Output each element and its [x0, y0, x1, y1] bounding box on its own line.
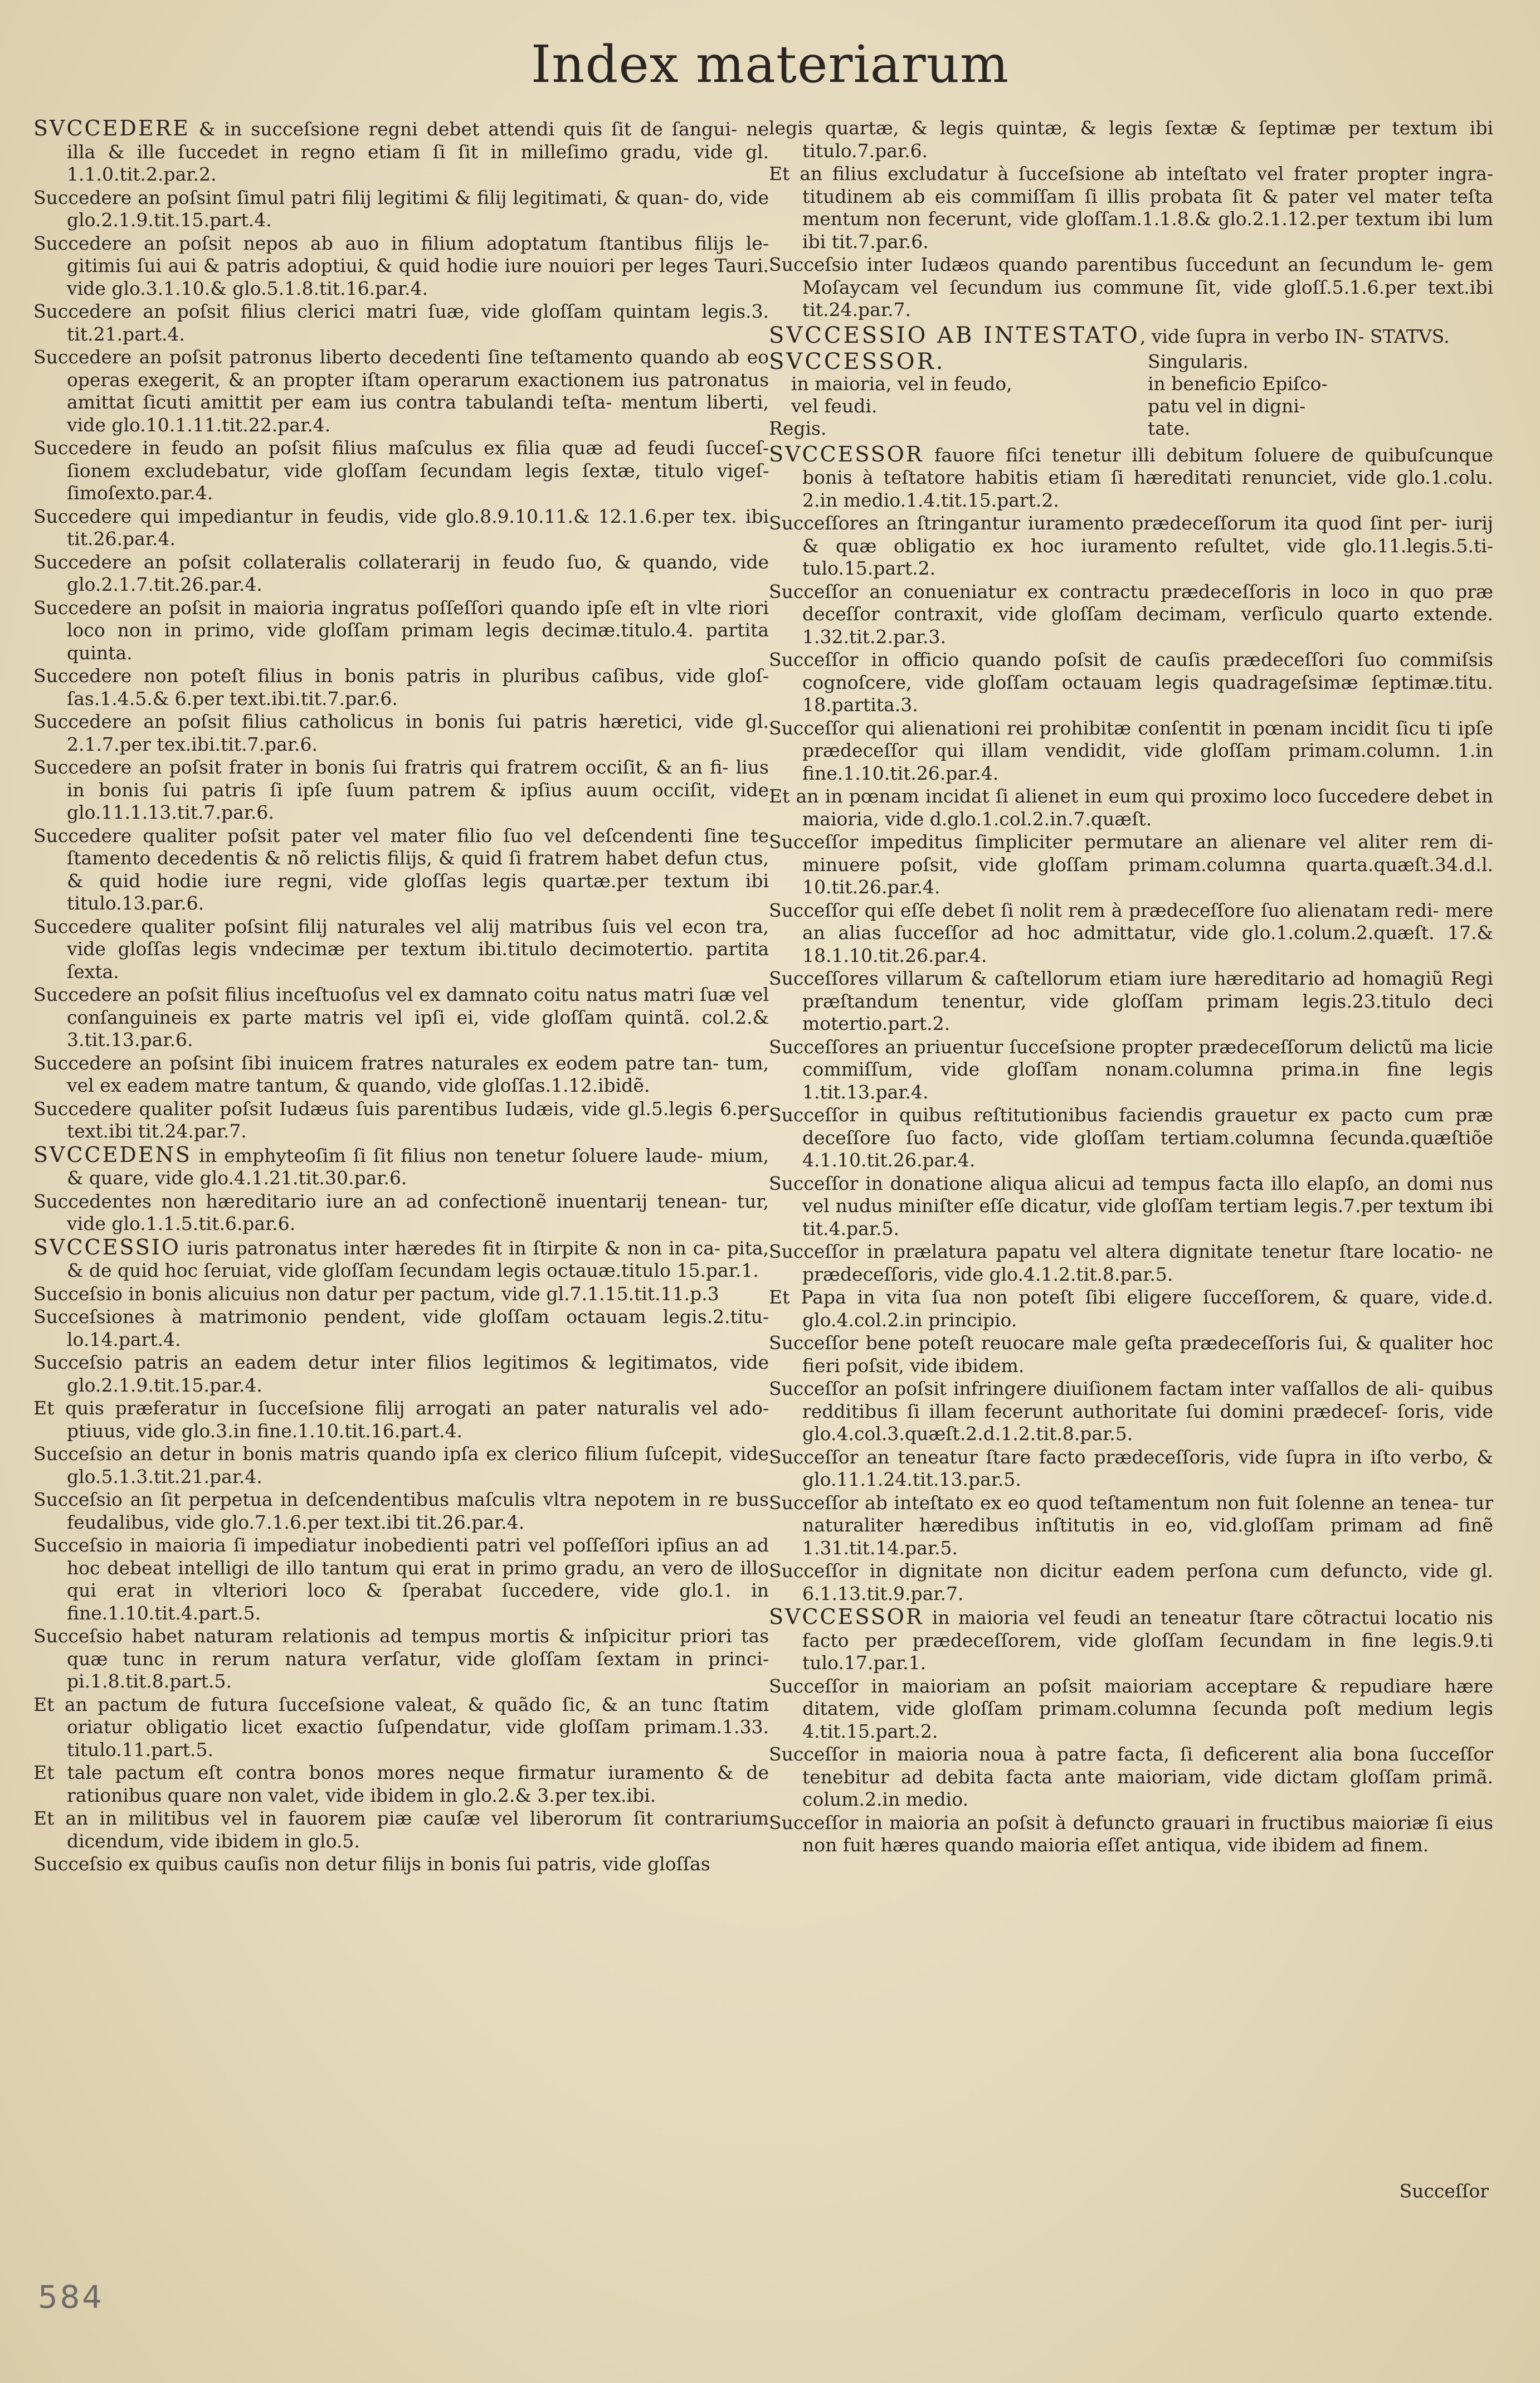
successor-table-right-line: in beneficio Epiſco- — [1148, 372, 1328, 395]
index-entry — [769, 1378, 1493, 1446]
index-entry — [33, 1397, 769, 1442]
catchword: Succeſſor — [1399, 2180, 1489, 2202]
index-entry — [769, 443, 1493, 512]
entry-text: in maioria vel feudi an teneatur ſtare cõtractui locatio nis facto per prædeceſſorem, vide gloſſam ſecundam in fine legis.9.ti tulo.17.par.1. — [802, 1607, 1493, 1674]
index-entry — [769, 1173, 1493, 1241]
index-entry — [769, 581, 1493, 649]
index-entry — [33, 1625, 769, 1693]
entry-text: Succeſſor qui eſſe debet ſi nolit rem à prædeceſſore ſuo alienatam redi- mere an alias ſucceſſor ad hoc admittatur, vide glo.1.colum.2.quæſt. 17.& 18.1.10.tit.26.par.4. — [769, 899, 1493, 966]
entry-lemma: SVCCESSOR — [769, 441, 924, 466]
entry-text: Succedere qualiter poſsit pater vel mater filio ſuo vel deſcendenti ſine te ſtamento decedentis & nõ relictis filijs, & quid ſi fratrem habet defun ctus, & quid hodie iure regni, vide gloſſas legis quartæ.per textum ibi titulo.13.par.6. — [33, 824, 769, 914]
entry-text: Succeſſor an poſsit infringere diuiſionem factam inter vaſſallos de ali- quibus redditibus ſi illam fecerunt authoritate ſui domini prædeceſ- ſoris, vide glo.4.col.3.quæſt.2.d.1.2.tit.8.par.5. — [769, 1378, 1493, 1445]
index-entry — [33, 187, 769, 232]
entry-text: Succeſsio an ſit perpetua in deſcendentibus maſculis vltra nepotem in re bus feudalibus, vide glo.7.1.6.per text.ibi tit.26.par.4. — [33, 1489, 769, 1533]
entry-text: legis quartæ, & legis quintæ, & legis ſextæ & ſeptimæ per textum ibi titulo.7.par.6. — [769, 117, 1493, 162]
folio-number: 584 — [38, 2279, 104, 2316]
successor-table-right-line: Singularis. — [1148, 350, 1249, 372]
entry-text: Succedentes non hæreditario iure an ad confectionẽ inuentarij tenean- tur, vide glo.1.1.5.tit.6.par.6. — [33, 1190, 769, 1234]
successor-table-left — [769, 348, 1114, 440]
entry-text: Succeſſor an teneatur ſtare facto prædeceſſoris, vide ſupra in iſto verbo, & glo.11.1.24.tit.13.par.5. — [769, 1446, 1493, 1490]
entry-text: Succedere an poſsit filius clerici matri ſuæ, vide gloſſam quintam legis.3. tit.21.part.4. — [33, 300, 769, 345]
index-entry — [769, 163, 1493, 253]
entry-lemma: SVCCEDERE — [33, 116, 190, 140]
right-column-top-entries — [769, 117, 1493, 322]
index-entry — [33, 1853, 769, 1876]
index-entry — [33, 984, 769, 1052]
index-entry — [33, 1236, 769, 1282]
section-heading — [769, 323, 1493, 349]
index-entry — [33, 1762, 769, 1807]
entry-text: Succedere an poſsint ſimul patri filij legitimi & filij legitimati, & quan- do, vide glo.2.1.9.tit.15.part.4. — [33, 186, 769, 231]
entry-text: Succeſsio patris an eadem detur inter filios legitimos & legitimatos, vide glo.2.1.9.tit.15.par.4. — [33, 1351, 769, 1396]
index-entry — [769, 1492, 1493, 1560]
entry-text: iuris patronatus inter hæredes fit in ſtirpite & non in ca- pita, & de quid hoc ſeruiat, vide gloſſam ſecundam legis octauæ.titulo 15.par.1. — [67, 1237, 769, 1281]
index-entry — [33, 551, 769, 596]
left-column — [33, 117, 769, 1876]
index-entry — [33, 437, 769, 505]
entry-text: Succeſſores villarum & caſtellorum etiam iure hæreditario ad homagiũ Regi præſtandum tenentur, vide gloſſam primam legis.23.titulo deci motertio.part.2. — [769, 967, 1493, 1034]
entry-text: Succedere qualiter poſsint filij naturales vel alij matribus ſuis vel econ tra, vide gloſſas legis vndecimæ per textum ibi.titulo decimotertio. partita ſexta. — [33, 915, 769, 983]
heading-caps: SVCCESSIO AB INTESTATO — [769, 322, 1140, 348]
entry-text: Succeſsio in bonis alicuius non datur per pactum, vide gl.7.1.15.tit.11.p.3 — [33, 1282, 719, 1305]
index-entry — [769, 1743, 1493, 1811]
index-entry — [769, 717, 1493, 785]
entry-text: Succeſſor in dignitate non dicitur eadem perſona cum defuncto, vide gl. 6.1.13.tit.9.par.7. — [769, 1560, 1493, 1604]
entry-text: Succedere an poſsit patronus liberto decedenti ſine teſtamento quando ab eo operas exegerit, & an propter iſtam operarum exactionem ius patronatus amittat ſicuti amittit per eam ius contra tabulandi teſta- mentum liberti, vide glo.10.1.11.tit.22.par.4. — [33, 346, 769, 436]
entry-text: Succedere an poſsit in maioria ingratus poſſeſſori quando ipſe eſt in vlte riori loco non in primo, vide gloſſam primam legis decimæ.titulo.4. partita quinta. — [33, 596, 769, 664]
index-entry — [33, 916, 769, 984]
entry-text: Succeſſor in maioria noua à patre facta, ſi deficerent alia bona ſucceſſor tenebitur ad debita facta ante maioriam, vide dictam gloſſam primã. colum.2.in medio. — [769, 1743, 1493, 1810]
successor-table-right-line: tate. — [1148, 417, 1191, 439]
entry-text: Succeſſor in officio quando poſsit de cauſis prædeceſſori ſuo commiſsis cognoſcere, vide gloſſam octauam legis quadrageſsimæ ſeptimæ.titu. 18.partita.3. — [769, 649, 1493, 716]
index-entry — [33, 825, 769, 915]
index-entry — [33, 1283, 769, 1306]
entry-text: Et Papa in vita ſua non poteſt ſibi eligere ſucceſſorem, & quare, vide.d. glo.4.col.2.in principio. — [769, 1286, 1493, 1331]
entry-text: Succedere in feudo an poſsit filius maſculus ex filia quæ ad feudi ſucceſ- ſionem excludebatur, vide gloſſam ſecundam legis ſextæ, titulo vigeſ- ſimoſexto.par.4. — [33, 437, 769, 504]
index-entry — [33, 505, 769, 551]
entry-text: Succeſſores an priuentur ſucceſsione propter prædeceſſorum delictũ ma licie commiſſum, vide gloſſam nonam.columna prima.in fine legis 1.tit.13.par.4. — [769, 1035, 1493, 1103]
index-entry — [769, 967, 1493, 1035]
index-entry — [33, 1443, 769, 1488]
entry-text: Et an filius excludatur à ſucceſsione ab inteſtato vel frater propter ingra- titudinem ab eis commiſſam ſi illis probata ſit & pater vel mater teſta mentum non fecerunt, vide gloſſam.1.1.8.& glo.2.1.12.per textum ibi lum ibi tit.7.par.6. — [769, 163, 1493, 252]
index-entry — [33, 117, 769, 186]
index-entry — [33, 1144, 769, 1190]
entry-text: Succedere an poſsit filius catholicus in bonis ſui patris hæretici, vide gl. 2.1.7.per tex.ibi.tit.7.par.6. — [33, 711, 769, 755]
index-entry — [769, 1332, 1493, 1377]
index-entry — [33, 1052, 769, 1097]
index-entry — [769, 1446, 1493, 1491]
entry-text: in emphyteoſim ſi ſit filius non tenetur ſoluere laude- mium, & quare, vide glo.4.1.21.tit.30.par.6. — [67, 1144, 769, 1189]
index-entry — [33, 1098, 769, 1143]
entry-text: Et tale pactum eſt contra bonos mores neque firmatur iuramento & de rationibus quare non valet, vide ibidem in glo.2.& 3.per tex.ibi. — [33, 1762, 769, 1806]
successor-table-head: SVCCESSOR. — [769, 348, 946, 375]
index-entry — [33, 665, 769, 710]
entry-text: & in succeſsione regni debet attendi quis ſit de ſangui- ne illa & ille ſuccedet in regno etiam ſi ſit in milleſimo gradu, vide gl. 1.1.0.tit.2.par.2. — [67, 118, 769, 185]
entry-text: Succeſsio ex quibus cauſis non detur filijs in bonis ſui patris, vide gloſſas — [33, 1853, 710, 1875]
successor-table-right-line: patu vel in digni- — [1148, 395, 1306, 417]
entry-lemma: SVCCESSOR — [769, 1604, 924, 1629]
index-entry — [33, 1534, 769, 1625]
successor-table-left-line: vel feudi. — [791, 395, 878, 417]
index-entry — [769, 254, 1493, 322]
index-entry — [33, 1694, 769, 1762]
entry-text: Et an in militibus vel in fauorem piæ cauſæ vel liberorum ſit contrarium dicendum, vide ibidem in glo.5. — [33, 1807, 769, 1852]
entry-text: Succeſsiones à matrimonio pendent, vide gloſſam octauam legis.2.titu- lo.14.part.4. — [33, 1306, 769, 1350]
entry-lemma: SVCCEDENS — [33, 1142, 192, 1167]
index-entry — [769, 831, 1493, 899]
index-entry — [33, 711, 769, 756]
index-entry — [33, 597, 769, 665]
entry-text: Et an in pœnam incidat ſi alienet in eum qui proximo loco ſuccedere debet in maioria, vide d.glo.1.col.2.in.7.quæſt. — [769, 785, 1493, 830]
entry-text: Succeſſor in prælatura papatu vel altera dignitate tenetur ſtare locatio- ne prædeceſſoris, vide glo.4.1.2.tit.8.par.5. — [769, 1241, 1493, 1285]
index-entry — [33, 1306, 769, 1351]
index-entry — [33, 232, 769, 300]
index-entry — [769, 649, 1493, 717]
index-entry — [769, 1812, 1493, 1857]
index-entry — [769, 1560, 1493, 1605]
entry-text: Et an pactum de futura ſucceſsione valeat, & quãdo ſic, & an tunc ſtatim oriatur obligatio licet exactio ſuſpendatur, vide gloſſam primam.1.33. titulo.11.part.5. — [33, 1693, 769, 1760]
index-entry — [769, 117, 1493, 162]
entry-text: Succedere an poſsit frater in bonis ſui fratris qui fratrem occiſit, & an fi- lius in bonis ſui patris ſi ipſe ſuum patrem & ipſius auum occiſit, vide glo.11.1.13.tit.7.par.6. — [33, 756, 769, 823]
index-entry — [33, 300, 769, 346]
entry-text: Succeſſor bene poteſt reuocare male geſta prædeceſſoris ſui, & qualiter hoc fieri poſsit, vide ibidem. — [769, 1332, 1493, 1377]
index-entry — [769, 512, 1493, 580]
entry-text: Succeſsio an detur in bonis matris quando ipſa ex clerico filium ſuſcepit, vide glo.5.1.3.tit.21.par.4. — [33, 1443, 769, 1487]
entry-text: Succeſſor an conueniatur ex contractu prædeceſſoris in loco in quo præ deceſſor contraxit, vide gloſſam decimam, verſiculo quarto extende. 1.32.tit.2.par.3. — [769, 580, 1493, 648]
right-column — [769, 117, 1493, 1857]
entry-text: Succedere non poteſt filius in bonis patris in pluribus caſibus, vide gloſ- ſas.1.4.5.& 6.per text.ibi.tit.7.par.6. — [33, 665, 769, 709]
entry-text: Succeſſor in donatione aliqua alicui ad tempus facta illo elapſo, an domi nus vel nudus miniſter eſſe dicatur, vide gloſſam tertiam legis.7.per textum ibi tit.4.par.5. — [769, 1172, 1493, 1239]
index-entry — [769, 1104, 1493, 1172]
entry-text: Succeſſores an ſtringantur iuramento prædeceſſorum ita quod ſint per- iurij & quæ obligatio ex hoc iuramento reſultet, vide glo.11.legis.5.ti- tulo.15.part.2. — [769, 512, 1493, 579]
index-entry — [33, 1190, 769, 1236]
entry-text: Succeſsio in maioria ſi impediatur inobedienti patri vel poſſeſſori ipſius an ad hoc debeat intelligi de illo tantum qui erat in primo gradu, an vero de illo qui erat in vlteriori loco & ſperabat ſuccedere, vide glo.1. in fine.1.10.tit.4.part.5. — [33, 1534, 769, 1624]
entry-text: Succedere qualiter poſsit Iudæus ſuis parentibus Iudæis, vide gl.5.legis 6.per text.ibi tit.24.par.7. — [33, 1097, 769, 1142]
entry-text: Succeſſor qui alienationi rei prohibitæ conſentit in pœnam incidit ſicu ti ipſe prædeceſſor qui illam vendidit, vide gloſſam primam.column. 1.in fine.1.10.tit.26.par.4. — [769, 717, 1493, 784]
page-title: Index materiarum — [530, 35, 1010, 94]
successor-table-right — [1114, 351, 1328, 440]
entry-text: Succedere an poſsit collateralis collaterarij in feudo ſuo, & quando, vide glo.2.1.7.tit.26.par.4. — [33, 551, 769, 595]
entry-text: Et quis præferatur in ſucceſsione filij arrogati an pater naturalis vel ado- ptiuus, vide glo.3.in fine.1.10.tit.16.part.4. — [33, 1397, 769, 1442]
right-column-bottom-entries — [769, 443, 1493, 1857]
entry-text: Succeſſor ab inteſtato ex eo quod teſtamentum non fuit ſolenne an tenea- tur naturaliter hæredibus inſtitutis in eo, vid.gloſſam primam ad finẽ 1.31.tit.14.par.5. — [769, 1491, 1493, 1559]
entry-text: Succedere an poſsit nepos ab auo in filium adoptatum ſtantibus filijs le- gitimis ſui aui & patris adoptiui, & quid hodie iure nouiori per leges Tauri. vide glo.3.1.10.& glo.5.1.8.tit.16.par.4. — [33, 232, 769, 299]
index-entry — [33, 1807, 769, 1852]
index-entry — [769, 1286, 1493, 1331]
entry-text: Succeſsio habet naturam relationis ad tempus mortis & inſpicitur priori tas quæ tunc in rerum natura verſatur, vide gloſſam ſextam in princi- pi.1.8.tit.8.part.5. — [33, 1625, 769, 1692]
entry-text: fauore fiſci tenetur illi debitum ſoluere de quibuſcunque bonis à teſtatore habitis etiam ſi hæreditati renunciet, vide glo.1.colu. 2.in medio.1.4.tit.15.part.2. — [802, 444, 1493, 511]
index-entry — [33, 756, 769, 824]
index-entry — [769, 1675, 1493, 1743]
index-entry — [33, 1351, 769, 1397]
successor-table-regis: Regis. — [769, 417, 827, 439]
successor-table — [769, 348, 1493, 440]
index-entry — [769, 1606, 1493, 1675]
entry-text: Succeſſor in maioria an poſsit à defuncto grauari in fructibus maioriæ ſi eius non fuit hæres quando maioria eſſet antiqua, vide ibidem ad finem. — [769, 1811, 1493, 1856]
index-entry — [33, 346, 769, 436]
successor-table-left-line: in maioria, vel in feudo, — [791, 372, 1012, 395]
index-entry — [769, 785, 1493, 830]
entry-text: Succedere an poſsit filius inceſtuoſus vel ex damnato coitu natus matri ſuæ vel conſanguineis ex parte matris vel ipſi ei, vide gloſſam quintã. col.2.& 3.tit.13.par.6. — [33, 984, 769, 1051]
entry-text: Succedere qui impediantur in feudis, vide glo.8.9.10.11.& 12.1.6.per tex. ibi tit.26.par.4. — [33, 505, 769, 549]
entry-lemma: SVCCESSIO — [33, 1234, 181, 1259]
index-entry — [33, 1489, 769, 1534]
entry-text: Succeſsio inter Iudæos quando parentibus ſuccedunt an ſecundum le- gem Moſaycam vel ſecundum ius commune ſit, vide gloſſ.5.1.6.per text.ibi tit.24.par.7. — [769, 254, 1493, 320]
index-entry — [769, 1241, 1493, 1286]
entry-text: Succedere an poſsint ſibi inuicem fratres naturales ex eodem patre tan- tum, vel ex eadem matre tantum, & quando, vide gloſſas.1.12.ibidẽ. — [33, 1052, 769, 1096]
entry-text: Succeſſor in maioriam an poſsit maioriam acceptare & repudiare hære ditatem, vide gloſſam primam.columna ſecunda poſt medium legis 4.tit.15.part.2. — [769, 1675, 1493, 1742]
index-entry — [769, 1036, 1493, 1104]
entry-text: Succeſſor impeditus ſimpliciter permutare an alienare vel aliter rem di- minuere poſsit, vide gloſſam primam.columna quarta.quæſt.34.d.l. 10.tit.26.par.4. — [769, 831, 1493, 898]
entry-text: Succeſſor in quibus reſtitutionibus faciendis grauetur ex pacto cum præ deceſſore ſuo facto, vide gloſſam tertiam.columna ſecunda.quæſtiõe 4.1.10.tit.26.par.4. — [769, 1104, 1493, 1171]
heading-tail: , vide ſupra in verbo IN- STATVS. — [1139, 325, 1450, 347]
index-entry — [769, 899, 1493, 967]
